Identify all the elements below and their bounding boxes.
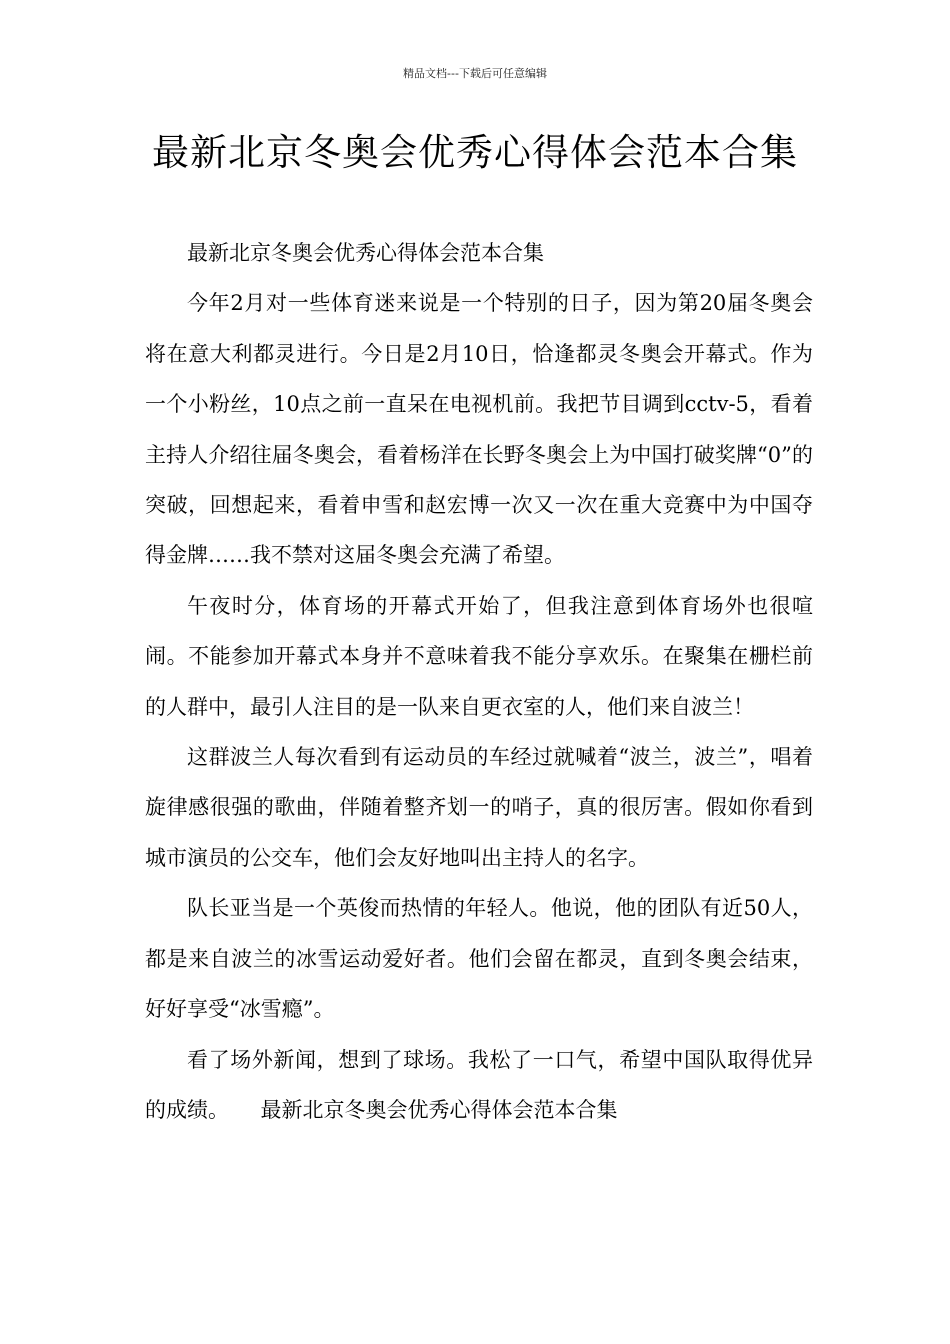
paragraph: 今年2月对一些体育迷来说是一个特别的日子，因为第20届冬奥会将在意大利都灵进行。今日是2月10日，恰逢都灵冬奥会开幕式。作为一个小粉丝，10点之前一直呆在电视机前。我把节目调到cctv-5，看着主持人介绍往届冬奥会，看着杨洋在长野冬奥会上为中国打破奖牌“0”的突破，回想起来，看着申雪和赵宏博一次又一次在重大竞赛中为中国夺得金牌……我不禁对这届冬奥会充满了希望。 (145, 291, 813, 568)
paragraph: 最新北京冬奥会优秀心得体会范本合集 (187, 241, 544, 265)
paragraph: 午夜时分，体育场的开幕式开始了，但我注意到体育场外也很喧闹。不能参加开幕式本身并不意味着我不能分享欢乐。在聚集在栅栏前的人群中，最引人注目的是一队来自更衣室的人，他们来自波兰！ (145, 593, 813, 719)
document-title: 最新北京冬奥会优秀心得体会范本合集 (152, 131, 798, 174)
paragraph: 队长亚当是一个英俊而热情的年轻人。他说，他的团队有近50人，都是来自波兰的冰雪运动爱好者。他们会留在都灵，直到冬奥会结束，好好享受“冰雪瘾”。 (145, 896, 813, 1022)
paragraph: 这群波兰人每次看到有运动员的车经过就喊着“波兰，波兰”，唱着旋律感很强的歌曲，伴随着整齐划一的哨子，真的很厉害。假如你看到城市演员的公交车，他们会友好地叫出主持人的名字。 (145, 745, 813, 870)
header-note: 精品文档---下载后可任意编辑 (403, 67, 547, 80)
paragraph: 看了场外新闻，想到了球场。我松了一口气，希望中国队取得优异的成绩。 最新北京冬奥会优秀心得体会范本合集 (145, 1047, 813, 1122)
document-body (145, 228, 813, 1135)
